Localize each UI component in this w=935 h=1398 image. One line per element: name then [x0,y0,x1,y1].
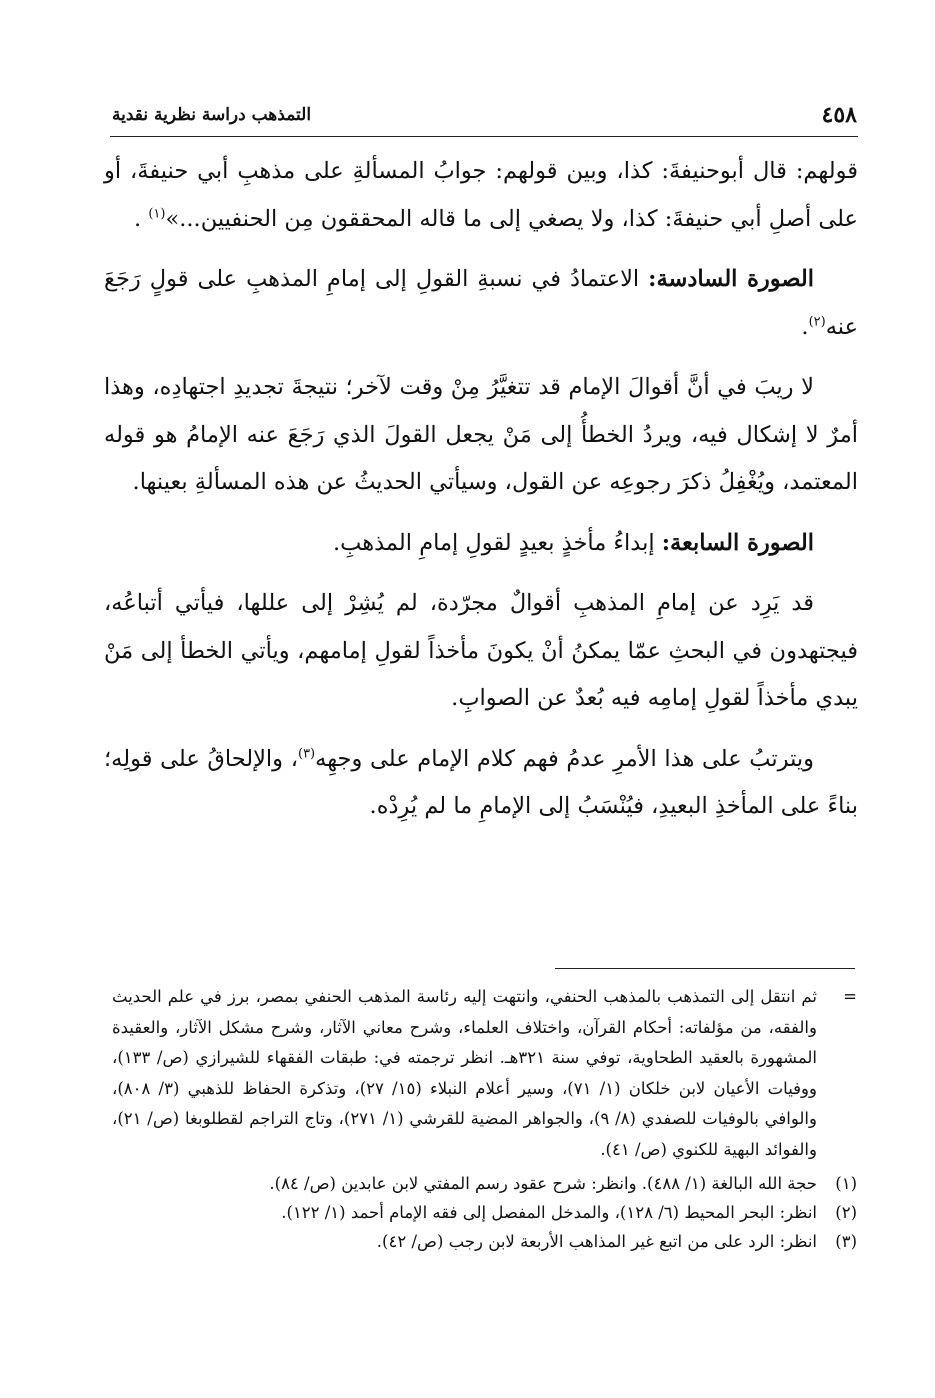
paragraph-text-b: ، والإلحاقُ على قولِه؛ بناءً على المأخذِ البعيدِ، فيُنْسَبُ إلى الإمامِ ما لم يُرِدْه. [104,745,858,819]
paragraph-sixth-body: لا ريبَ في أنَّ أقوالَ الإمام قد تتغيَّرُ مِنْ وقت لآخر؛ نتيجةَ تجديدِ اجتهادِه، وهذا أمرٌ لا إشكال فيه، ويردُ الخطأُ إلى مَنْ يجعل القولَ الذي رَجَعَ عنه الإمامُ هو قوله المعتمد، ويُغْفِلُ ذكرَ رجوعِه عن القول، وسيأتي الحديثُ عن هذه المسألةِ بعينها. [104,374,858,495]
continuation-text: ثم انتقل إلى التمذهب بالمذهب الحنفي، وانتهت إليه رئاسة المذهب الحنفي بمصر، برز في علم الحديث والفقه، من مؤلفاته: أحكام القرآن، واختلاف العلماء، وشرح معاني الآثار، وشرح مشكل الآثار، والعقيدة المشهورة بالعقيد الطحاوية، توفي سنة ٣٢١هـ. انظر ترجمته في: طبقات الفقهاء للشيرازي (ص/ ١٣٣)، ووفيات الأعيان لابن خلكان (١/ ٧١)، وسير أعلام النبلاء (١٥/ ٢٧)، وتذكرة الحفاظ للذهبي (٣/ ٨٠٨)، والوافي بالوفيات للصفدي (٨/ ٩)، والجواهر المضية للقرشي (١/ ٢٧١)، وتاج التراجم لقطلوبغا (ص/ ٢١)، والفوائد البهية للكنوي (ص/ ٤١). [112,987,817,1159]
footnote-number: (١) [835,1174,857,1193]
footnote-separator [555,968,855,969]
paragraph-end: . [134,205,149,232]
section-title-seventh: إبداءُ مأخذٍ بعيدٍ لقولِ إمامِ المذهبِ. [333,529,662,556]
section-sixth [104,256,858,351]
footnote-ref-3: (٣) [297,746,316,761]
section-heading-sixth: الصورة السادسة: [648,266,814,292]
page-header [112,98,857,132]
paragraph-text-a: ويترتبُ على هذا الأمرِ عدمُ فهم كلام الإمام على وجهِه [315,745,814,772]
footnote-ref-2: (٢) [808,314,826,329]
footnote-number: (٣) [835,1232,857,1251]
footnote-continuation [112,982,857,1165]
header-rule [110,136,858,137]
footnote-text: انظر: البحر المحيط (٦/ ١٢٨)، والمدخل المفصل إلى فقه الإمام أحمد (١/ ١٢٢). [281,1203,817,1222]
continuation-marker: = [843,987,857,1006]
running-title: التمذهب دراسة نظرية نقدية [112,105,312,125]
footnote-ref-1: (١) [148,206,166,221]
paragraph-consequence [104,736,858,831]
section-title-sixth: الاعتمادُ في نسبةِ القولِ إلى إمامِ المذهبِ على قولٍ رَجَعَ عنه [104,266,858,340]
footnote-text: انظر: الرد على من اتبع غير المذاهب الأربعة لابن رجب (ص/ ٤٢). [376,1232,817,1251]
footnote-item [112,1198,857,1227]
footnote-item [112,1169,857,1198]
footnote-item [112,1227,857,1256]
section-seventh [104,520,858,568]
footnote-text: حجة الله البالغة (١/ ٤٨٨). وانظر: شرح عقود رسم المفتي لابن عابدين (ص/ ٨٤). [269,1174,817,1193]
section-end-sixth: . [801,313,809,340]
paragraph-seventh-body: قد يَرِد عن إمامِ المذهبِ أقوالٌ مجرّدة، لم يُشِرْ إلى عللها، فيأتي أتباعُه، فيجتهدون في البحثِ عمّا يمكنُ أنْ يكونَ مأخذاً لقولِ إمامهم، ويأتي الخطأ إلى مَنْ يبدي مأخذاً لقولِ إمامِه فيه بُعدٌ عن الصوابِ. [104,590,858,711]
footnotes [112,982,857,1256]
paragraph-text: قولهم: قال أبوحنيفةَ: كذا، وبين قولهم: جوابُ المسألةِ على مذهبِ أبي حنيفةَ، أو على أصلِ أبي حنيفةَ: كذا، ولا يصغي إلى ما قاله المحققون مِن الحنفيين...» [104,158,858,232]
main-text [104,148,858,844]
page-number: ٤٥٨ [821,102,857,128]
footnote-number: (٢) [835,1203,857,1222]
section-heading-seventh: الصورة السابعة: [661,529,814,556]
paragraph-quote-end [104,148,858,243]
